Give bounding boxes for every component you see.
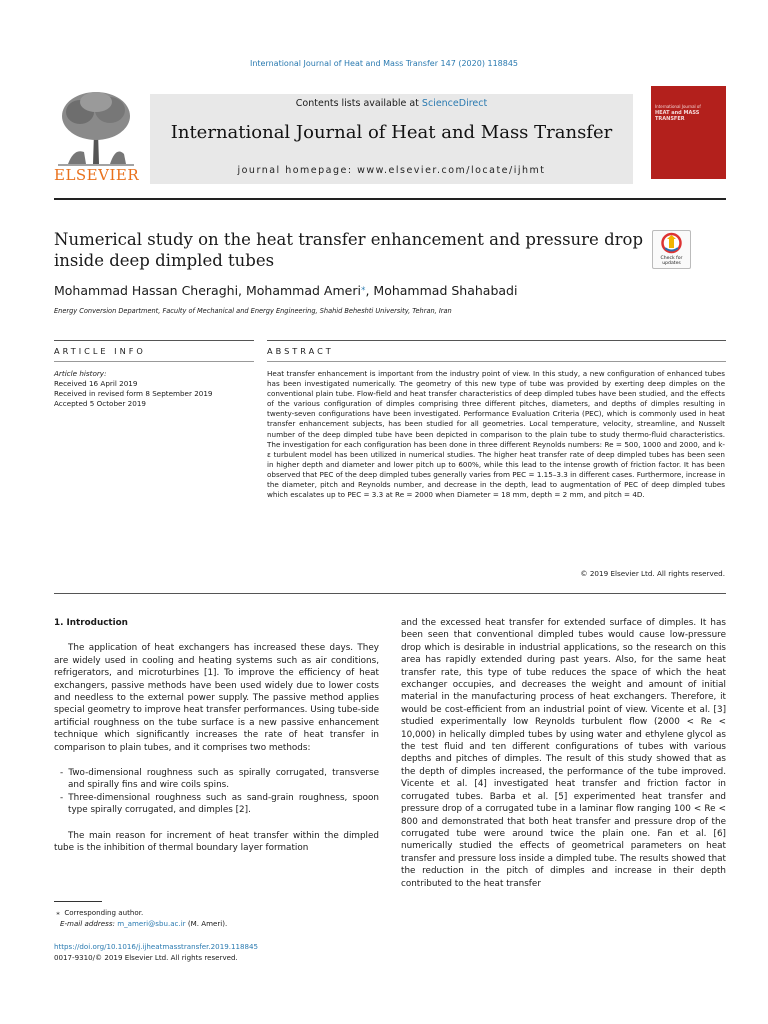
doi-link[interactable]: https://doi.org/10.1016/j.ijheatmasstransfer.2019.118845 — [54, 942, 259, 951]
journal-cover[interactable] — [651, 86, 726, 179]
list-item: - Two-dimensional roughness such as spirally corrugated, transverse and spirally fins and wire coils spins. — [60, 768, 379, 791]
check-for-updates-button[interactable] — [652, 230, 691, 269]
journal-homepage[interactable]: journal homepage: www.elsevier.com/locate/ijhmt — [237, 165, 546, 176]
intro-paragraph-2: The main reason for increment of heat transfer within the dimpled tube is the inhibition of thermal boundary layer formation — [54, 830, 379, 854]
journal-title: International Journal of Heat and Mass Transfer — [170, 122, 613, 143]
body-left-column — [54, 617, 379, 855]
body-right-column — [401, 617, 726, 890]
roughness-list — [54, 767, 379, 817]
cover-line-3: TRANSFER — [655, 116, 685, 122]
article-history — [54, 369, 213, 409]
email-line — [54, 918, 227, 929]
accepted-date: Accepted 5 October 2019 — [54, 399, 146, 408]
email-suffix: (M. Ameri). — [187, 919, 228, 928]
corresponding-label: Corresponding author. — [64, 908, 144, 917]
intro-paragraph-3: and the excessed heat transfer for extended surface of dimples. It has been seen that conventional dimpled tubes would cause low-pressure drop which is desirable in industrial applications, so the research on this area has rapidly extended during past years. Also, for the same heat transfer rate, this type of tube reduces the space of which the heat exchanger occupies, and decreases the weight and amount of initial material in the manufacturing process of heat exchangers. Therefore, it would be cost-efficient from an industrial point of view. Vicente et al. [3] studied experimentally low Reynolds turbulent flow (2000 < Re < 10,000) in helically dimpled tubes by using water and ethylene glycol as the test fluid and ten different configurations of tubes with various depths and pitches of dimples. The result of this study showed that as the depth of dimples increased, the performance of the tube improved. Vicente et al. [4] investigated heat transfer and friction factor in corrugated tubes. Barba et al. [5] experimented heat transfer and pressure drop of a corrugated tube in a laminar flow ranging 100 < Re < 800 and demonstrated that both heat transfer and pressure drop of the corrugated tube were around twice the plain one. Fan et al. [6] numerically studied the effects of geometrical parameters on heat transfer and pressure loss inside a dimpled tube. The results showed that the reduction in the pitch of dimples and increase in their depth contributed to the heat transfer — [401, 618, 726, 889]
revised-date: Received in revised form 8 September 2019 — [54, 389, 213, 398]
cover-line-1: International Journal of — [655, 104, 701, 109]
publisher-name: ELSEVIER — [54, 166, 140, 184]
author-list — [54, 283, 517, 298]
email-label: E-mail address: — [60, 919, 115, 928]
abstract-top-rule — [267, 340, 726, 341]
issn-copyright: 0017-9310/© 2019 Elsevier Ltd. All rights reserved. — [54, 953, 238, 962]
list-item: - Three-dimensional roughness such as sand-grain roughness, spoon type spirally corrugated, and dimples [2]. — [60, 792, 379, 816]
received-date: Received 16 April 2019 — [54, 379, 138, 388]
check-updates-label: Check for updates — [660, 256, 683, 266]
elsevier-logo — [54, 86, 138, 182]
authors-last: , Mohammad Shahabadi — [365, 283, 518, 299]
journal-citation[interactable]: International Journal of Heat and Mass Transfer 147 (2020) 118845 — [249, 59, 519, 68]
corresponding-author-mark[interactable]: ⁎ — [360, 283, 366, 293]
author-email-link[interactable]: m_ameri@sbu.ac.ir — [117, 919, 186, 928]
abstract-heading: ABSTRACT — [267, 346, 334, 356]
header-divider — [54, 198, 726, 200]
footnote-rule — [54, 901, 102, 902]
check-updates-icon — [653, 231, 690, 257]
intro-paragraph-1: The application of heat exchangers has increased these days. They are widely used in cooling and heating systems such as air conditions, refrigerators, and microturbines [1]. To improve the efficiency of heat exchangers, passive methods have been used widely due to lower costs and needless to the external power supply. The passive method applies special geometry to improve heat transfer performances. Using tube-side artificial roughness on the tube surface is a new passive enhancement technique which significantly increases the rate of heat transfer in comparison to plain tubes, and it comprises two methods: — [54, 643, 379, 753]
contents-line — [150, 98, 633, 109]
article-info-heading: ARTICLE INFO — [54, 346, 146, 356]
affiliation: Energy Conversion Department, Faculty of Mechanical and Energy Engineering, Shahid Beheshti University, Tehran, Iran — [54, 307, 452, 315]
abstract-text: Heat transfer enhancement is important from the industry point of view. In this study, a new configuration of enhanced tubes has been investigated numerically. The geometry of this new type of tube was provided by exerting deep dimples on the conventional plain tube. Flow-field and heat transfer characteristics of deep dimpled tubes have been studied, and the effects of the various configuration of dimples comprising three different pitches, diameters, and depths of dimples resulting in twenty-seven configurations have been investigated. Performance Evaluation Criteria (PEC), which is commonly used in heat transfer enhancement subjects, has been studied for all geometries. Local temperature, velocity, streamline, and Nusselt number of the deep dimpled tube have been depicted in comparison to the plain tube to study thermo-fluid characteristics. The investigation for each configuration has been done in three different Reynolds numbers: Re = 500, 1000 and 2000, and k-ε turbulent model has been utilized in numerical studies. The higher heat transfer rate of deep dimpled tubes has been seen in higher depth and diameter and lower pitch up to 600%, while this lead to the intense growth of friction factor. It has been observed that PEC of the deep dimpled tubes generally varies from PEC = 1.15–3.3 in different cases. Furthermore, increase in the diameter, pitch and Reynolds number, and decrease in the depth, lead to augmentation of PEC of deep dimpled tubes which escalates up to PEC = 3.3 at Re = 2000 when Diameter = 18 mm, depth = 2 mm, and pitch = 4D. — [267, 369, 725, 500]
abstract-bottom-rule — [54, 593, 726, 594]
abstract-copyright: © 2019 Elsevier Ltd. All rights reserved. — [580, 569, 725, 578]
footnote-mark: ⁎ — [56, 908, 60, 917]
info-mid-rule — [54, 361, 254, 362]
section-heading-introduction: 1. Introduction — [54, 618, 128, 628]
doi-block — [54, 941, 258, 963]
journal-header — [150, 94, 633, 184]
sciencedirect-link[interactable]: ScienceDirect — [421, 98, 488, 109]
cover-title — [655, 104, 715, 122]
article-title: Numerical study on the heat transfer enhancement and pressure drop inside deep dimpled tubes — [54, 230, 644, 270]
contents-prefix: Contents lists available at — [295, 98, 422, 109]
footnote — [54, 907, 227, 929]
history-label: Article history: — [54, 369, 107, 378]
cover-line-2: HEAT and MASS — [655, 110, 700, 116]
info-top-rule — [54, 340, 254, 341]
authors-first: Mohammad Hassan Cheraghi, Mohammad Ameri — [54, 283, 361, 299]
abstract-mid-rule — [267, 361, 726, 362]
corresponding-author-note — [54, 907, 227, 918]
